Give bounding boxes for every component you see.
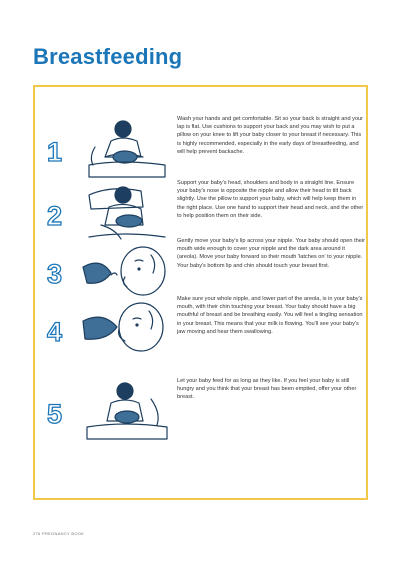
step-text: Let your baby feed for as long as they like. If you feel your baby is still hungry and you think that your breast has been emptied, offer your other breast. bbox=[177, 378, 357, 401]
step-text: Gently move your baby's lip across your nipple. Your baby should open their mouth wide enough to cover your nipple and the dark area around it (areola). Move your baby forward so their mouth 'latches on' to your nipple. Your baby's bottom lip and chin should touch your breast first. bbox=[177, 238, 365, 269]
step-number: 2 bbox=[47, 201, 63, 231]
step-text: Make sure your whole nipple, and lower part of the areola, is in your baby's mouth, with their chin touching your breast. Your baby should have a big mouthful of breast and be breathing easily. You will feel a tingling sensation in your breast. This means that your milk is flowing. You'll see your baby's jaw moving and hear them swallowing. bbox=[177, 296, 363, 335]
baby-latched-on-illustration bbox=[81, 297, 171, 361]
step-4 bbox=[35, 295, 366, 375]
mother-cradling-baby-illustration bbox=[81, 117, 171, 181]
step-text: Wash your hands and get comfortable. Sit so your back is straight and your lap is flat. Use cushions to support your back and you may wish to put a pillow on your knee to lift your baby closer to your breast if necessary. This is highly recommended, especially in the early days of breastfeeding, and will help prevent backache. bbox=[177, 116, 364, 155]
mother-supporting-baby-illustration bbox=[81, 181, 171, 245]
step-text: Support your baby's head, shoulders and body in a straight line. Ensure your baby's nose is opposite the nipple and allow their head to tilt back slightly. Use the pillow to support your baby, which will help keep them in the right place. Use one hand to support their head and neck, and the other to help position them on their side. bbox=[177, 180, 364, 219]
step-number: 4 bbox=[47, 317, 63, 347]
steps-panel bbox=[33, 85, 368, 500]
step-5 bbox=[35, 377, 366, 457]
step-number: 1 bbox=[47, 137, 63, 167]
baby-approaching-nipple-illustration bbox=[81, 239, 171, 303]
page-footer: 276 PREGNANCY BOOK bbox=[33, 531, 85, 536]
step-number: 3 bbox=[47, 259, 63, 289]
mother-feeding-baby-illustration bbox=[81, 379, 171, 443]
step-number: 5 bbox=[47, 399, 63, 429]
page-title: Breastfeeding bbox=[33, 44, 183, 69]
